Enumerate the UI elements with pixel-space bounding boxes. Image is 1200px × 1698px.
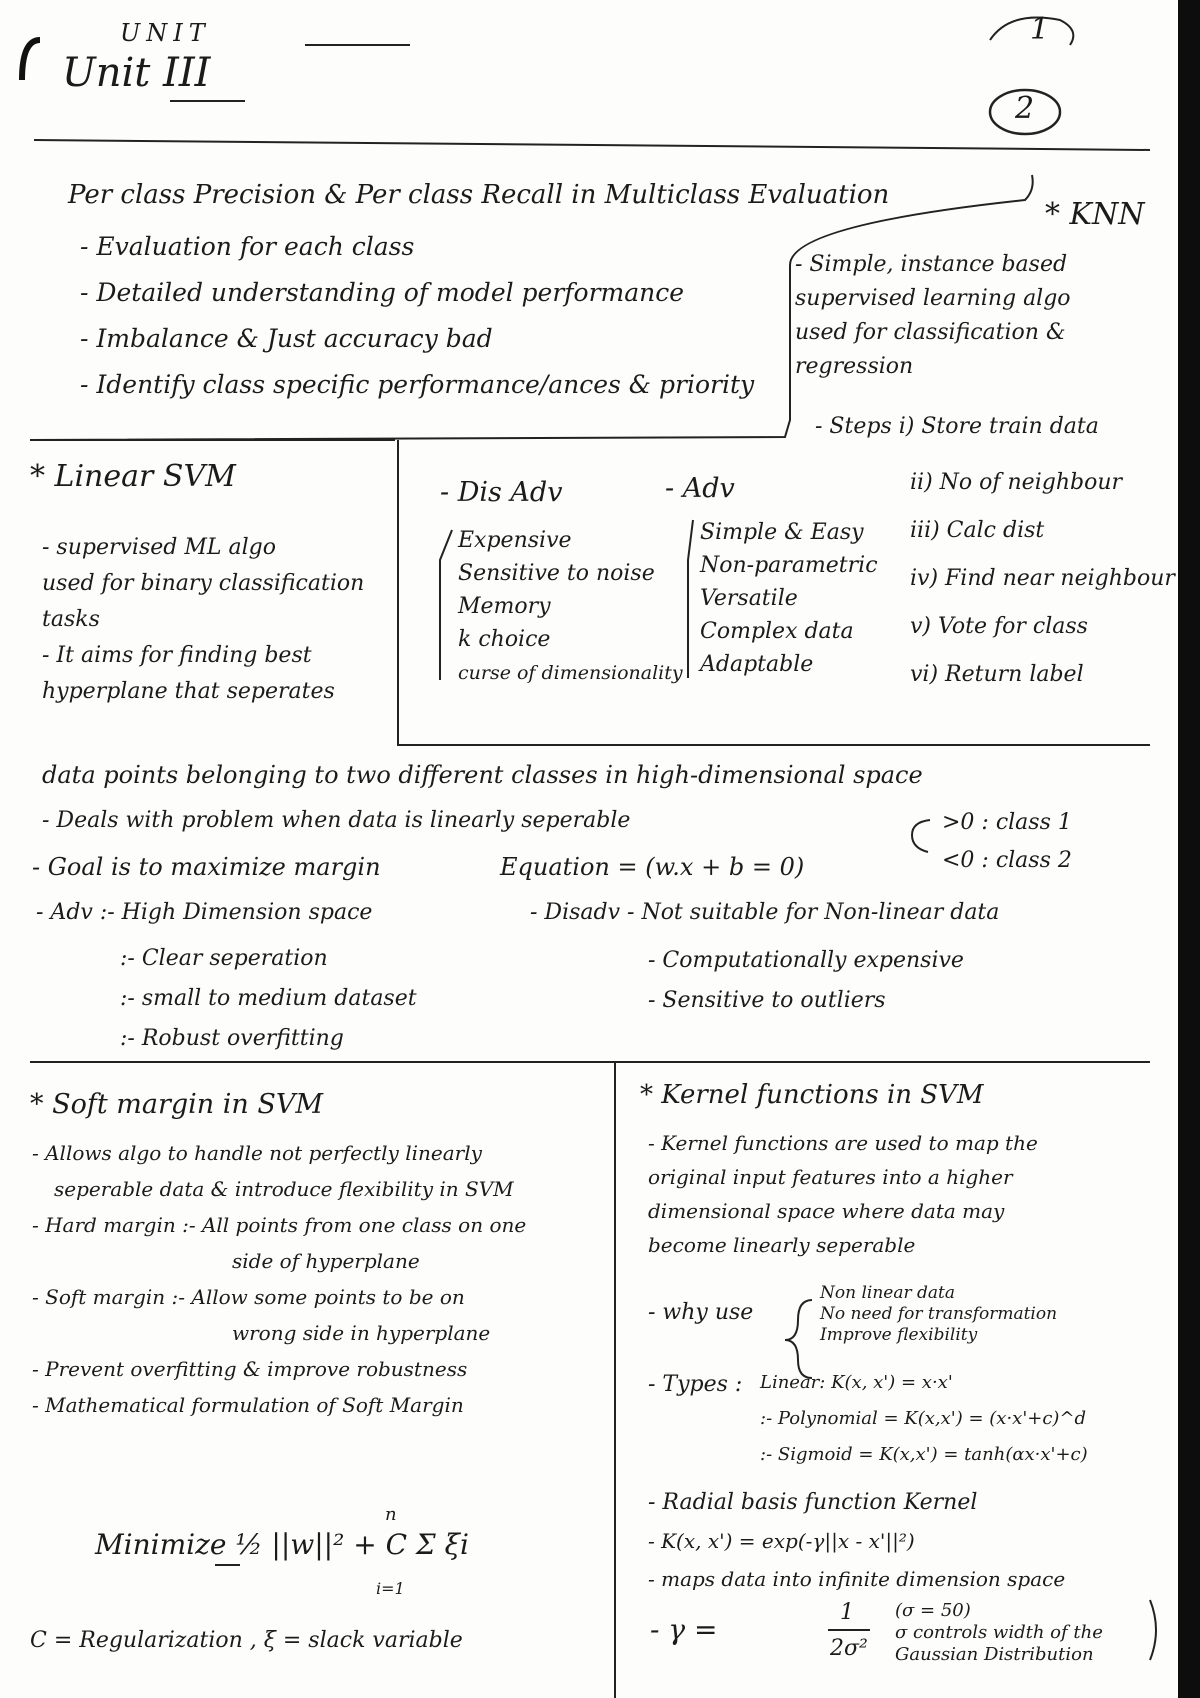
svm-disadv-title: - Disadv - Not suitable for Non-linear data <box>530 900 1000 925</box>
soft-line: - Hard margin :- All points from one class on one <box>32 1213 527 1237</box>
svm-adv-title: - Adv :- High Dimension space <box>36 900 373 925</box>
soft-line: wrong side in hyperplane <box>232 1321 491 1345</box>
kernel-why-item: Non linear data <box>820 1283 955 1303</box>
kernel-gamma-note-line: Gaussian Distribution <box>895 1644 1094 1665</box>
knn-step: vi) Return label <box>910 662 1084 687</box>
kernel-why-list <box>820 1283 1057 1346</box>
knn-adv-item: Adaptable <box>700 652 814 677</box>
kernel-gamma-note <box>895 1600 1103 1666</box>
soft-formula: Minimize ½ ||w||² + C Σ ξi <box>95 1528 469 1561</box>
precision-item: - Evaluation for each class <box>80 232 415 261</box>
kernel-type: Linear: K(x, x') = x·x' <box>760 1372 953 1393</box>
precision-item: - Imbalance & Just accuracy bad <box>80 324 493 353</box>
knn-steps <box>910 470 1175 688</box>
header-scribble: UNIT <box>120 19 211 47</box>
knn-disadv-item: Sensitive to noise <box>458 561 655 586</box>
knn-adv-list <box>700 520 878 678</box>
kernel-gamma-note-line: (σ = 50) <box>895 1600 971 1621</box>
svm-disadv-item: - Sensitive to outliers <box>648 988 886 1013</box>
knn-desc <box>795 252 1071 380</box>
kernel-types-list <box>760 1372 1088 1466</box>
soft-line: - Allows algo to handle not perfectly linearly <box>32 1141 482 1165</box>
knn-disadv-list <box>458 528 683 686</box>
svm-line: hyperplane that seperates <box>42 679 335 704</box>
precision-item: - Identify class specific performance/ances & priority <box>80 370 755 399</box>
knn-desc-line: regression <box>795 354 914 379</box>
knn-adv-item: Non-parametric <box>700 553 878 578</box>
kernel-why-item: Improve flexibility <box>820 1325 978 1345</box>
kernel-gamma-note-line: σ controls width of the <box>895 1622 1103 1643</box>
svm-disadv-item: - Computationally expensive <box>648 948 964 973</box>
page-number-1: 1 <box>1030 12 1050 47</box>
svm-adv-item: :- Robust overfitting <box>120 1026 344 1051</box>
svm-deals: - Deals with problem when data is linearly seperable <box>42 808 631 833</box>
page-number-2: 2 <box>1015 91 1035 126</box>
kernel-title: * Kernel functions in SVM <box>640 1080 984 1110</box>
soft-sum-top: n <box>385 1504 397 1525</box>
svm-line: used for binary classification <box>42 571 365 596</box>
soft-lines <box>32 1140 526 1418</box>
knn-step: - Steps i) Store train data <box>815 414 1099 439</box>
precision-title: Per class Precision & Per class Recall in Multiclass Evaluation <box>68 180 890 210</box>
svm-disadv-list <box>648 948 964 1014</box>
kernel-line: become linearly seperable <box>648 1233 916 1257</box>
knn-desc-line: used for classification & <box>795 320 1066 345</box>
soft-legend: C = Regularization , ξ = slack variable <box>30 1628 463 1653</box>
knn-disadv-title: - Dis Adv <box>440 477 563 508</box>
soft-line: - Soft margin :- Allow some points to be on <box>32 1285 465 1309</box>
svm-adv-item: :- small to medium dataset <box>120 986 417 1011</box>
kernel-rbf-line: - K(x, x') = exp(-γ||x - x'||²) <box>648 1529 915 1553</box>
kernel-rbf-line: - maps data into infinite dimension space <box>648 1567 1066 1591</box>
kernel-rbf-lines <box>648 1528 1065 1592</box>
knn-disadv-item: curse of dimensionality <box>458 662 683 684</box>
svm-equation: Equation = (w.x + b = 0) <box>500 853 805 881</box>
knn-step: ii) No of neighbour <box>910 470 1123 495</box>
knn-adv-item: Versatile <box>700 586 798 611</box>
kernel-type: :- Polynomial = K(x,x') = (x·x'+c)^d <box>760 1408 1087 1429</box>
unit-title: Unit III <box>62 50 211 96</box>
svm-full-line: data points belonging to two different classes in high-dimensional space <box>42 761 923 789</box>
kernel-line: original input features into a higher <box>648 1165 1013 1189</box>
soft-line: side of hyperplane <box>232 1249 420 1273</box>
knn-disadv-item: k choice <box>458 627 551 652</box>
svm-intro <box>42 535 364 705</box>
knn-disadv-item: Expensive <box>458 528 572 553</box>
kernel-gamma-label: - γ = <box>650 1613 718 1646</box>
knn-title: * KNN <box>1045 197 1145 232</box>
precision-item: - Detailed understanding of model performance <box>80 278 685 307</box>
knn-step: iv) Find near neighbour <box>910 566 1175 591</box>
knn-adv-title: - Adv <box>665 473 735 504</box>
kernel-lines <box>648 1130 1038 1258</box>
svm-line: - supervised ML algo <box>42 535 276 560</box>
svm-goal: - Goal is to maximize margin <box>32 853 381 881</box>
soft-sum-bottom: i=1 <box>376 1579 405 1598</box>
svm-line: - It aims for finding best <box>42 643 312 668</box>
kernel-line: dimensional space where data may <box>648 1199 1005 1223</box>
knn-disadv-item: Memory <box>458 594 551 619</box>
knn-step: iii) Calc dist <box>910 518 1045 543</box>
kernel-type: :- Sigmoid = K(x,x') = tanh(αx·x'+c) <box>760 1444 1088 1465</box>
kernel-rbf-title: - Radial basis function Kernel <box>648 1490 978 1515</box>
knn-adv-item: Simple & Easy <box>700 520 864 545</box>
knn-step: v) Vote for class <box>910 614 1088 639</box>
kernel-line: - Kernel functions are used to map the <box>648 1131 1038 1155</box>
svm-adv-item: :- Clear seperation <box>120 946 328 971</box>
svm-line: tasks <box>42 607 100 632</box>
precision-list <box>80 232 754 400</box>
soft-line: - Prevent overfitting & improve robustness <box>32 1357 468 1381</box>
knn-adv-item: Complex data <box>700 619 854 644</box>
kernel-why-label: - why use <box>648 1300 754 1325</box>
kernel-gamma-den: 2σ² <box>830 1636 868 1661</box>
svm-title: * Linear SVM <box>30 459 236 494</box>
kernel-gamma-num: 1 <box>840 1600 854 1625</box>
soft-line: - Mathematical formulation of Soft Margin <box>32 1393 464 1417</box>
kernel-types-label: - Types : <box>648 1372 743 1397</box>
kernel-why-item: No need for transformation <box>820 1304 1058 1324</box>
knn-desc-line: supervised learning algo <box>795 286 1071 311</box>
knn-desc-line: - Simple, instance based <box>795 252 1068 277</box>
svm-class-1: >0 : class 1 <box>942 810 1072 835</box>
soft-title: * Soft margin in SVM <box>30 1089 324 1120</box>
soft-line: seperable data & introduce flexibility in SVM <box>54 1177 514 1201</box>
svm-class-2: <0 : class 2 <box>942 848 1072 873</box>
svm-adv-list <box>120 946 417 1052</box>
